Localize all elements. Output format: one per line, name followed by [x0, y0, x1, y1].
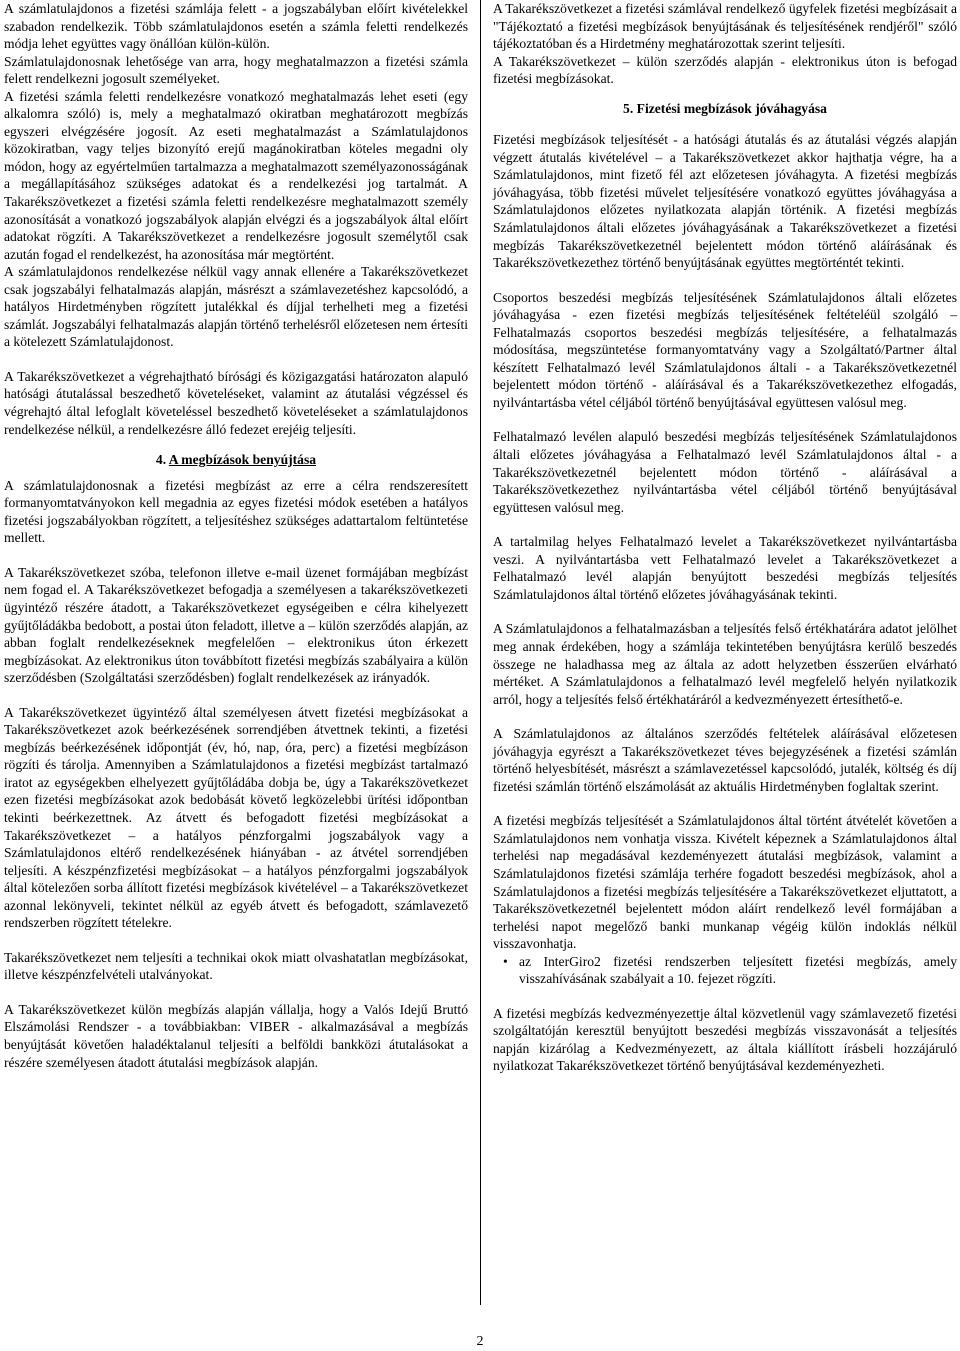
paragraph: A Takarékszövetkezet – külön szerződés alapján - elektronikus úton is befogad fizetési megbízásokat. [493, 53, 957, 87]
right-column [493, 0, 957, 1075]
paragraph: A Számlatulajdonos a felhatalmazásban a teljesítés felső értékhatárára adatot jelölhet meg annak érdekében, hogy a számlája tekintetében benyújtásra kerülő beszedés összege ne haladhassa meg az általa az adott helyzetben ésszerűen elvárható mértéket. A Számlatulajdonos a felhatalmazó levél megfelelő helyén nyilatkozik arról, hogy a teljesítés felső értékhatáráról a kedvezményezett értesíthető-e. [493, 621, 957, 707]
left-column [4, 0, 468, 1071]
paragraph: A Takarékszövetkezet szóba, telefonon illetve e-mail üzenet formájában megbízást nem fogad el. A Takarékszövetkezet befogadja a személyesen a takarékszövetkezeti ügyintéző részére átadott, a Takarékszövetkezet egységeiben e célra kihelyezett gyűjtőládákba bedobott, a postai úton feladott, illetve a – külön szerződés alapján, az abban foglalt rendelkezéseknek megfelelően – elektronikus úton érkezett megbízásokat. Az elektronikus úton továbbított fizetési megbízás szabályaira a külön szerződésben (Szolgáltatási szerződésben) foglalt rendelkezések az irányadók. [4, 564, 468, 686]
bullet-text: az InterGiro2 fizetési rendszerben teljesített fizetési megbízás, amely visszahívásának szabályait a 10. fejezet rögzíti. [519, 953, 957, 987]
bullet-icon: • [503, 953, 508, 969]
section-number: 4. [155, 452, 167, 468]
paragraph: Számlatulajdonosnak lehetősége van arra, hogy meghatalmazzon a fizetési számla felett rendelkezni jogosult személyeket. [4, 53, 468, 87]
paragraph: A tartalmilag helyes Felhatalmazó levelet a Takarékszövetkezet nyilvántartásba veszi. A nyilvántartásba vett Felhatalmazó levelet a Takarékszövetkezet a Felhatalmazó levél alapján benyújtott beszedési megbízás teljesítés Számlatulajdonos által történő előzetes jóváhagyásának tekinti. [493, 534, 957, 602]
paragraph: A Számlatulajdonos az általános szerződés feltételek aláírásával előzetesen jóváhagyja egyrészt a Takarékszövetkezet téves bejegyzésének a fizetési számlán történő helyesbítését, másrészt a számlavezetéssel kapcsolódó, jutalék, költség és díj fizetési számlán történő elszámolását az aktuális Hirdetményben foglaltak szerint. [493, 726, 957, 794]
column-divider [480, 0, 481, 1305]
paragraph: A Takarékszövetkezet külön megbízás alapján vállalja, hogy a Valós Idejű Bruttó Elszámolási Rendszer - a továbbiakban: VIBER - alkalmazásával a megbízás benyújtását követően haladéktalanul teljesíti a belföldi bankközi átutalásokat a részére személyesen átadott átutalási megbízások alapján. [4, 1001, 468, 1070]
paragraph: A Takarékszövetkezet a végrehajtható bírósági és közigazgatási határozaton alapuló hatósági átutalással beszedhető követeléseket, valamint az átutalási végzéssel és végrehajtó által lefoglalt követeléssel beszedhető követeléseket a számlatulajdonos rendelkezése nélkül, a rendelkezésre álló fedezet erejéig teljesíti. [4, 368, 468, 437]
section-number: 5. [623, 100, 634, 116]
paragraph: Fizetési megbízások teljesítését - a hatósági átutalás és az átutalási végzés alapján végzett átutalás kivételével – a Takarékszövetkezet akkor hajthatja végre, ha a Számlatulajdonos, mint fizető fél azt előzetesen jóváhagyta. A fizetési megbízás jóváhagyása, több fizetési művelet teljesítésére vonatkozó együttes jóváhagyása a Számlatulajdonos előzetes nyilatkozata alapján történik. A fizetési megbízás Számlatulajdonos általi előzetes jóváhagyásának a Takarékszövetkezet a fizetési megbízás Takarékszövetkezetnél bejelentett módon történő aláírásának és Takarékszövetkezethez történő benyújtásának együttes megtörténtét tekinti. [493, 132, 957, 271]
section-title: Fizetési megbízások jóváhagyása [636, 100, 827, 116]
section-heading-4 [4, 451, 468, 469]
page-number: 2 [476, 1334, 484, 1349]
paragraph: Takarékszövetkezet nem teljesíti a technikai okok miatt olvashatatlan megbízásokat, illetve készpénzfelvételi utalványokat. [4, 949, 468, 983]
paragraph: A Takarékszövetkezet a fizetési számlával rendelkező ügyfelek fizetési megbízásait a "Tájékoztató a fizetési megbízások benyújtásának és teljesítésének rendjéről" szóló tájékoztatóban és a Hirdetmény meghatározottak szerint teljesíti. [493, 1, 957, 52]
paragraph: A Takarékszövetkezet ügyintéző által személyesen átvett fizetési megbízásokat a Takarékszövetkezet azok beérkezésének sorrendjében átvettnek tekinti, a fizetési megbízás beérkezésének időpontját (év, hó, nap, óra, perc) a fizetési megbízáson rögzíti és tárolja. Amennyiben a Számlatulajdonos a fizetési megbízást tartalmazó iratot az egységekben elhelyezett gyűjtőládába dobja be, úgy a Takarékszövetkezet ezen fizetési megbízásokat azok bedobását követő legközelebbi ürítési időpontban tekinti beérkezettnek. Az átvett és befogadott fizetési megbízásokat a Takarékszövetkezet – a hatályos pénzforgalmi jogszabályok vagy a Számlatulajdonos eltérő rendelkezésének hiányában - az átvétel sorrendjében teljesíti. A készpénzfizetési megbízásokat – a hatályos pénzforgalmi jogszabályok által kötelezően sorba állított fizetési megbízások kivételével – a Takarékszövetkezet azonnal lekönyveli, tekintet nélkül az egyéb átvett és befogadott, számlavezető rendszerben rögzített tételekre. [4, 704, 468, 931]
paragraph: A számlatulajdonos a fizetési számlája felett - a jogszabályban előírt kivételekkel szabadon rendelkezik. Több számlatulajdonos esetén a számla feletti rendelkezés módja lehet együttes vagy önállóan külön-külön. [4, 1, 468, 52]
section-heading-5 [493, 100, 957, 118]
paragraph: A számlatulajdonosnak a fizetési megbízást az erre a célra rendszeresített formanyomtatványokon kell megadnia az egyes fizetési módok esetében a hatályos fizetési jogszabályokban rögzített, a teljesítéshez szükséges adattartalom feltüntetése mellett. [4, 477, 468, 546]
section-title: A megbízások benyújtása [168, 452, 317, 468]
paragraph: Felhatalmazó levélen alapuló beszedési megbízás teljesítésének Számlatulajdonos általi előzetes jóváhagyása a Felhatalmazó levél Számlatulajdonos által - a Takarékszövetkezetnél bejelentett módon történő - aláírásával a Takarékszövetkezethez nyilvántartásba vétel céljából történő benyújtásával együttesen valósul meg. [493, 429, 957, 515]
paragraph: Csoportos beszedési megbízás teljesítésének Számlatulajdonos általi előzetes jóváhagyása - ezen fizetési megbízás teljesítésének feltételéül szolgáló – Felhatalmazás csoportos beszedési megbízás teljesítésére, a felhatalmazás módosítása, megszüntetése formanyomtatvány vagy a Szolgáltató/Partner által készített Felhatalmazó levél Számlatulajdonos általi - a Takarékszövetkezetnél bejelentett módon történő - aláírásával és a Takarékszövetkezethez elfogadás, nyilvántartásba vétel céljából történő benyújtásával együttesen valósul meg. [493, 289, 957, 410]
paragraph: A fizetési számla feletti rendelkezésre vonatkozó meghatalmazás lehet eseti (egy alkalomra szóló) is, mely a meghatalmazó okiratban meghatározott megbízás egyszeri elvégzésére jogosít. Az eseti meghatalmazást a Számlatulajdonos közokiratban, vagy teljes bizonyító erejű magánokiratban köteles megadni oly módon, hogy az egyértelműen tartalmazza a meghatalmazott személyazonosságának a megállapításához szükséges adatokat és a rendelkezési jog tartalmát. A Takarékszövetkezet a fizetési számla feletti rendelkezésre meghatalmazott személy azonosítását a vonatkozó jogszabályok alapján elvégzi és a jogszabályok által előírt adatokat rögzíti. A Takarékszövetkezet a rendelkezésre jogosult személytől csak azután fogad el rendelkezést, ha azonosítása már megtörtént. [4, 88, 468, 262]
paragraph: A fizetési megbízás kedvezményezettje által közvetlenül vagy számlavezető fizetési szolgáltatóján keresztül benyújtott beszedési megbízás visszavonását a teljesítés napján kizárólag a Kedvezményezett, az általa kiállított írásbeli hozzájáruló nyilatkozat Takarékszövetkezet történő benyújtásával kezdeményezheti. [493, 1005, 957, 1074]
paragraph: A számlatulajdonos rendelkezése nélkül vagy annak ellenére a Takarékszövetkezet csak jogszabályi felhatalmazás alapján, másrészt a számlavezetéshez kapcsolódó, a hatályos Hirdetményben rögzített jutalékkal és díjjal terhelheti meg a fizetési számlát. Jogszabályi felhatalmazás alapján történő terhelésről előzetesen nem értesíti a kötelezett Számlatulajdonost. [4, 264, 468, 350]
paragraph: A fizetési megbízás teljesítését a Számlatulajdonos által történt átvételét követően a Számlatulajdonos nem vonhatja vissza. Kivételt képeznek a Számlatulajdonos által terhelési nap megadásával kezdeményezett átutalási megbízások, valamint a Számlatulajdonos fizetési számlája terhére fogadott beszedési megbízások, ahol a Számlatulajdonos a fizetési megbízás teljesítésére a Takarékszövetkezet eljuttatott, a Takarékszövetkezetnél bejelentett módon aláírt rendelkező levél formájában a terhelési napot megelőző banki munkanap végéig külön indoklás nélkül visszavonhatja. [493, 813, 957, 952]
bullet-item [493, 953, 957, 988]
